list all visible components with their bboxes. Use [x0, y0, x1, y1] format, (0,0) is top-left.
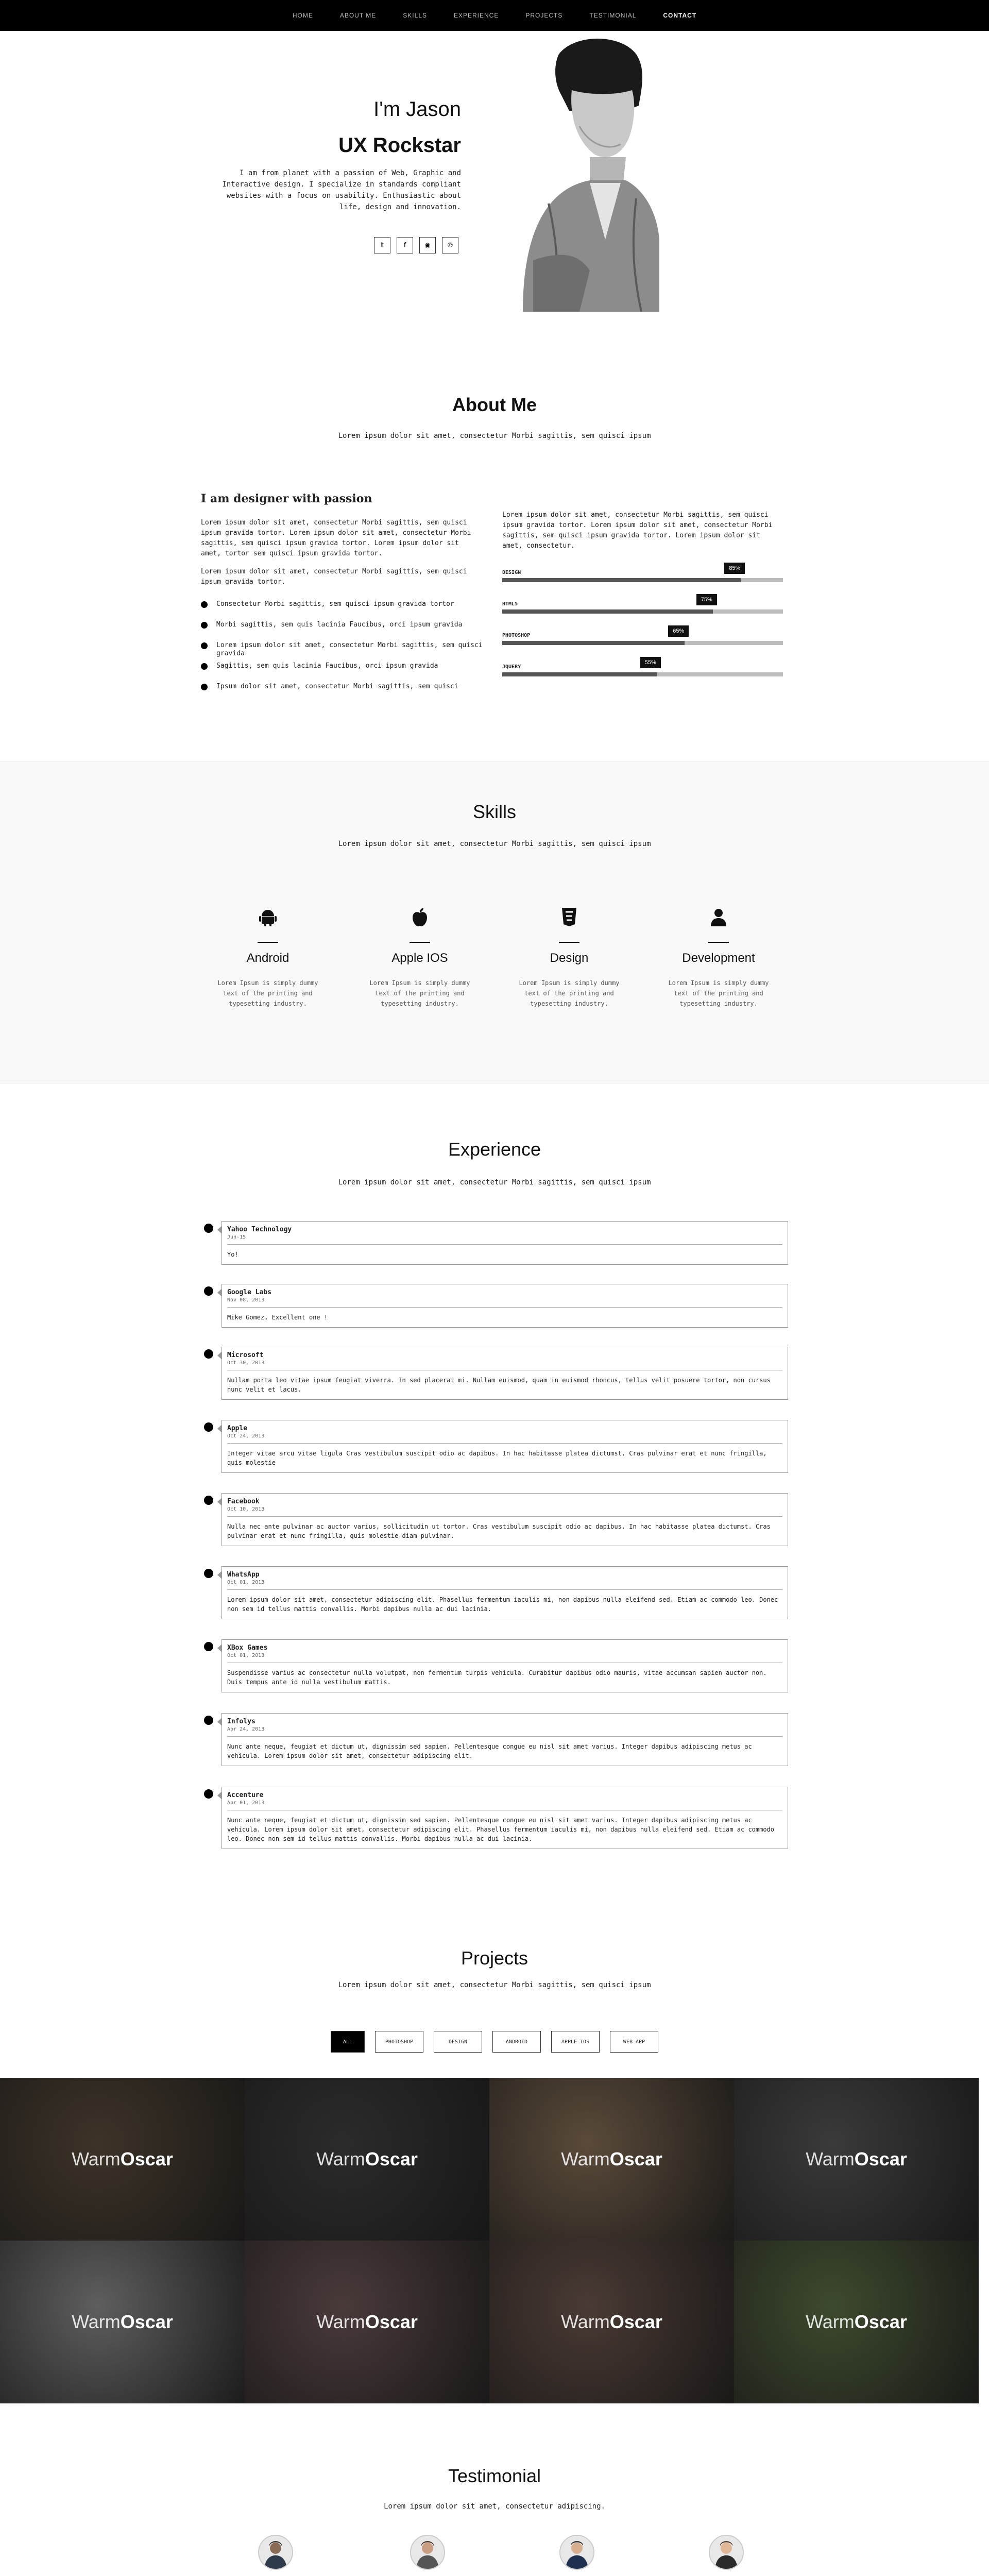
hero-portrait — [502, 33, 659, 312]
project-tile[interactable] — [734, 2241, 979, 2403]
project-brand: WarmOscar — [316, 2311, 418, 2332]
experience-item — [221, 1713, 788, 1766]
experience-date: Oct 30, 2013 — [227, 1360, 782, 1370]
list-item: Morbi sagittis, sem quis lacinia Faucibus, orci ipsum gravida — [201, 621, 489, 641]
skill-card-text: Lorem Ipsum is simply dummy text of the printing and typesetting industry. — [369, 979, 470, 1007]
filter-android-button[interactable]: ANDROID — [492, 2031, 541, 2053]
timeline-dot — [204, 1642, 213, 1651]
testimonial-card — [368, 2535, 487, 2576]
timeline-dot — [204, 1496, 213, 1505]
list-item: Consectetur Morbi sagittis, sem quisci ipsum gravida tortor — [201, 600, 489, 621]
experience-company: Yahoo Technology — [227, 1226, 292, 1233]
timeline-arrow — [217, 1289, 222, 1297]
html5-icon — [554, 907, 585, 933]
timeline-dot — [204, 1224, 213, 1233]
skill-card-apple — [363, 907, 476, 1009]
skill-card-divider — [258, 942, 278, 943]
timeline-arrow — [217, 1351, 222, 1360]
avatar — [559, 2535, 594, 2570]
filter-design-button[interactable]: DESIGN — [434, 2031, 482, 2053]
experience-date: Nov 08, 2013 — [227, 1297, 782, 1308]
experience-company: WhatsApp — [227, 1571, 260, 1579]
experience-body: Integer vitae arcu vitae ligula Cras vestibulum suscipit odio ac dapibus. In hac habitasse platea dictumst. Cras pulvinar erat et nunc fringilla, quis molestie — [227, 1450, 767, 1466]
apple-icon — [404, 907, 435, 933]
projects-subtitle: Lorem ipsum dolor sit amet, consectetur Morbi sagittis, sem quisci ipsum — [338, 1981, 651, 1989]
skill-bar-jquery — [502, 657, 783, 677]
skills-title: Skills — [472, 801, 516, 822]
timeline-arrow — [217, 1226, 222, 1234]
top-nav — [0, 0, 989, 31]
timeline-arrow — [217, 1571, 222, 1579]
experience-date: Apr 24, 2013 — [227, 1726, 782, 1737]
hero-greeting: I'm Jason — [373, 98, 461, 121]
skill-card-text: Lorem Ipsum is simply dummy text of the printing and typesetting industry. — [519, 979, 620, 1007]
nav-skills[interactable]: SKILLS — [403, 12, 427, 19]
skill-bar-fill — [502, 641, 685, 645]
project-tile[interactable] — [734, 2078, 979, 2241]
hero-description: I am from planet with a passion of Web, Graphic and Interactive design. I specialize in standards compliant websites with a focus on usability. Enthusiastic about life, design and innovation. — [222, 169, 461, 211]
skill-bar-fill — [502, 578, 741, 582]
pinterest-icon[interactable]: ℗ — [442, 237, 458, 253]
skill-card-android — [211, 907, 325, 1009]
timeline-dot — [204, 1716, 213, 1725]
skill-bar-design — [502, 563, 783, 583]
about-paragraph-2: Lorem ipsum dolor sit amet, consectetur Morbi sagittis, sem quisci ipsum gravida tortor. — [201, 568, 467, 586]
experience-title: Experience — [448, 1139, 541, 1160]
skill-bar-html5 — [502, 594, 783, 615]
timeline-arrow — [217, 1791, 222, 1800]
skill-bar-photoshop — [502, 625, 783, 646]
project-brand: WarmOscar — [806, 2148, 907, 2170]
experience-company: Accenture — [227, 1791, 264, 1799]
nav-contact[interactable]: CONTACT — [663, 12, 697, 19]
timeline-arrow — [217, 1644, 222, 1652]
project-grid — [0, 2078, 979, 2403]
nav-home[interactable]: HOME — [292, 12, 313, 19]
timeline-dot — [204, 1349, 213, 1359]
skills-subtitle: Lorem ipsum dolor sit amet, consectetur Morbi sagittis, sem quisci ipsum — [338, 840, 651, 848]
about-heading: I am designer with passion — [201, 492, 372, 505]
skill-bar-track — [502, 672, 783, 676]
experience-subtitle: Lorem ipsum dolor sit amet, consectetur Morbi sagittis, sem quisci ipsum — [338, 1178, 651, 1187]
list-item: Ipsum dolor sit amet, consectetur Morbi sagittis, sem quisci — [201, 683, 489, 703]
experience-body: Nunc ante neque, feugiat et dictum ut, dignissim sed sapien. Pellentesque congue eu nisl sit amet varius. Integer dapibus adipiscing metus ac vehicula. Lorem ipsum dolor sit amet, consectetur adipiscing elit. Phasellus fermentum iaculis mi, non dapibus nulla eleifend sed. Etiam ac commodo leo. Donec non sem id tellus mattis convallis. Morbi dapibus nulla ac dui lacinia. — [227, 1817, 775, 1842]
about-list — [201, 600, 489, 703]
skill-bar-track — [502, 578, 783, 582]
experience-company: Apple — [227, 1425, 248, 1432]
experience-company: Google Labs — [227, 1289, 272, 1296]
projects-title: Projects — [461, 1947, 528, 1969]
experience-item — [221, 1566, 788, 1619]
project-brand: WarmOscar — [806, 2311, 907, 2332]
about-right-paragraph: Lorem ipsum dolor sit amet, consectetur Morbi sagittis, sem quisci ipsum gravida tortor. Lorem ipsum dolor sit amet, consectetur Morbi sagittis, sem quisci ipsum gravida tortor. Lorem ipsum dolor sit amet, consectetur. — [502, 511, 773, 550]
skill-bar-track — [502, 609, 783, 614]
about-paragraph-1: Lorem ipsum dolor sit amet, consectetur Morbi sagittis, sem quisci ipsum gravida tortor. Lorem ipsum dolor sit amet, consectetur Morbi sagittis, sem quisci ipsum gravida tortor. Lorem ipsum dolor sit amet, tortor sem quisci ipsum gravida tortor. — [201, 519, 471, 557]
experience-body: Suspendisse varius ac consectetur nulla volutpat, non fermentum turpis vehicula. Curabitur dapibus odio mauris, vitae accumsan sapien auctor non. Duis tempus ante id nulla vestibulum mattis. — [227, 1669, 767, 1686]
project-tile[interactable] — [0, 2241, 245, 2403]
project-brand: WarmOscar — [561, 2311, 662, 2332]
filter-all-button[interactable]: ALL — [331, 2031, 365, 2053]
avatar — [258, 2535, 293, 2570]
skill-bar-label: HTML5 — [502, 601, 518, 607]
twitter-icon[interactable]: 𝕥 — [374, 237, 390, 253]
project-tile[interactable] — [489, 2241, 734, 2403]
testimonial-title: Testimonial — [448, 2465, 541, 2486]
skill-bar-label: DESIGN — [502, 570, 521, 575]
nav-testimonial[interactable]: TESTIMONIAL — [589, 12, 637, 19]
experience-date: Jun-15 — [227, 1234, 782, 1245]
experience-body: Yo! — [227, 1251, 238, 1258]
experience-company: Infolys — [227, 1718, 255, 1725]
skill-bar-percent: 75% — [696, 594, 717, 605]
experience-body: Nulla nec ante pulvinar ac auctor varius, sollicitudin ut tortor. Cras vestibulum suscipit odio ac dapibus. In hac habitasse platea dictumst. Cras pulvinar erat et nunc fringilla, quis molestie diam pulvinar. — [227, 1523, 771, 1539]
filter-web-app-button[interactable]: WEB APP — [610, 2031, 658, 2053]
project-tile[interactable] — [245, 2241, 489, 2403]
experience-body: Lorem ipsum dolor sit amet, consectetur adipiscing elit. Phasellus fermentum iaculis mi, non dapibus nulla eleifend sed. Etiam ac commodo leo. Donec non sem id tellus mattis convallis. Morbi dapibus nulla ac dui lacinia. — [227, 1596, 778, 1613]
facebook-icon[interactable]: f — [397, 237, 413, 253]
about-title: About Me — [452, 394, 537, 415]
skill-card-divider — [708, 942, 729, 943]
nav-experience[interactable]: EXPERIENCE — [454, 12, 499, 19]
project-tile[interactable] — [489, 2078, 734, 2241]
timeline-arrow — [217, 1425, 222, 1433]
skill-bar-fill — [502, 672, 657, 676]
project-filters — [0, 2031, 989, 2053]
testimonial-card — [518, 2535, 636, 2576]
hero-social-links — [374, 237, 458, 253]
experience-date: Oct 10, 2013 — [227, 1506, 782, 1517]
experience-date: Apr 01, 2013 — [227, 1800, 782, 1810]
skill-card-name: Development — [682, 951, 755, 965]
skill-card-development — [662, 907, 775, 1009]
skill-bar-fill — [502, 609, 713, 614]
filter-photoshop-button[interactable]: PHOTOSHOP — [375, 2031, 423, 2053]
instagram-icon[interactable]: ◉ — [419, 237, 436, 253]
skill-card-design — [513, 907, 626, 1009]
timeline-arrow — [217, 1498, 222, 1506]
project-brand: WarmOscar — [72, 2148, 173, 2170]
project-tile[interactable] — [245, 2078, 489, 2241]
experience-item — [221, 1639, 788, 1692]
experience-company: XBox Games — [227, 1644, 268, 1652]
skill-bar-label: JQUERY — [502, 664, 521, 670]
timeline-dot — [204, 1569, 213, 1578]
project-brand: WarmOscar — [561, 2148, 662, 2170]
avatar — [709, 2535, 744, 2570]
filter-apple-ios-button[interactable]: APPLE IOS — [551, 2031, 600, 2053]
timeline-arrow — [217, 1718, 222, 1726]
hero-section — [0, 31, 989, 309]
timeline-dot — [204, 1789, 213, 1799]
nav-projects[interactable]: PROJECTS — [525, 12, 563, 19]
skill-card-divider — [559, 942, 579, 943]
experience-item — [221, 1284, 788, 1328]
list-item: Lorem ipsum dolor sit amet, consectetur Morbi sagittis, sem quisci gravida — [201, 641, 489, 662]
project-brand: WarmOscar — [72, 2311, 173, 2332]
hero-title: UX Rockstar — [338, 134, 461, 157]
skill-card-name: Android — [246, 951, 289, 965]
testimonial-card — [216, 2535, 335, 2576]
skill-card-name: Design — [550, 951, 589, 965]
experience-item — [221, 1493, 788, 1546]
nav-about[interactable]: ABOUT ME — [339, 12, 377, 19]
timeline-dot — [204, 1286, 213, 1296]
experience-item — [221, 1347, 788, 1400]
skill-bar-track — [502, 641, 783, 645]
experience-date: Oct 01, 2013 — [227, 1580, 782, 1590]
about-subtitle: Lorem ipsum dolor sit amet, consectetur Morbi sagittis, sem quisci ipsum — [338, 432, 651, 440]
skill-bar-percent: 55% — [640, 657, 661, 668]
skill-bar-percent: 85% — [724, 563, 745, 574]
list-item: Sagittis, sem quis lacinia Faucibus, orci ipsum gravida — [201, 662, 489, 683]
experience-date: Oct 24, 2013 — [227, 1433, 782, 1444]
timeline-dot — [204, 1422, 213, 1432]
avatar — [410, 2535, 445, 2570]
testimonial-subtitle: Lorem ipsum dolor sit amet, consectetur adipiscing. — [384, 2502, 605, 2511]
skill-card-text: Lorem Ipsum is simply dummy text of the printing and typesetting industry. — [668, 979, 769, 1007]
experience-company: Facebook — [227, 1498, 260, 1505]
experience-item — [221, 1420, 788, 1473]
project-brand: WarmOscar — [316, 2148, 418, 2170]
experience-body: Nunc ante neque, feugiat et dictum ut, dignissim sed sapien. Pellentesque congue eu nisl sit amet varius. Integer dapibus adipiscing metus ac vehicula. Lorem ipsum dolor sit amet, consectetur adipiscing elit. — [227, 1743, 752, 1759]
experience-item — [221, 1787, 788, 1849]
skill-bar-percent: 65% — [668, 625, 689, 637]
testimonial-card — [667, 2535, 786, 2576]
android-icon — [252, 907, 283, 933]
experience-company: Microsoft — [227, 1351, 264, 1359]
experience-body: Nullam porta leo vitae ipsum feugiat viverra. In sed placerat mi. Nullam euismod, quam in euismod rhoncus, tellus velit posuere tortor, non cursus nunc velit et lacus. — [227, 1377, 771, 1393]
experience-date: Oct 01, 2013 — [227, 1653, 782, 1663]
skill-card-name: Apple IOS — [391, 951, 448, 965]
project-tile[interactable] — [0, 2078, 245, 2241]
experience-body: Mike Gomez, Excellent one ! — [227, 1314, 328, 1321]
skill-bar-label: PHOTOSHOP — [502, 633, 531, 638]
user-icon — [703, 907, 734, 933]
experience-item — [221, 1221, 788, 1265]
skill-card-divider — [410, 942, 430, 943]
skill-card-text: Lorem Ipsum is simply dummy text of the printing and typesetting industry. — [217, 979, 318, 1007]
